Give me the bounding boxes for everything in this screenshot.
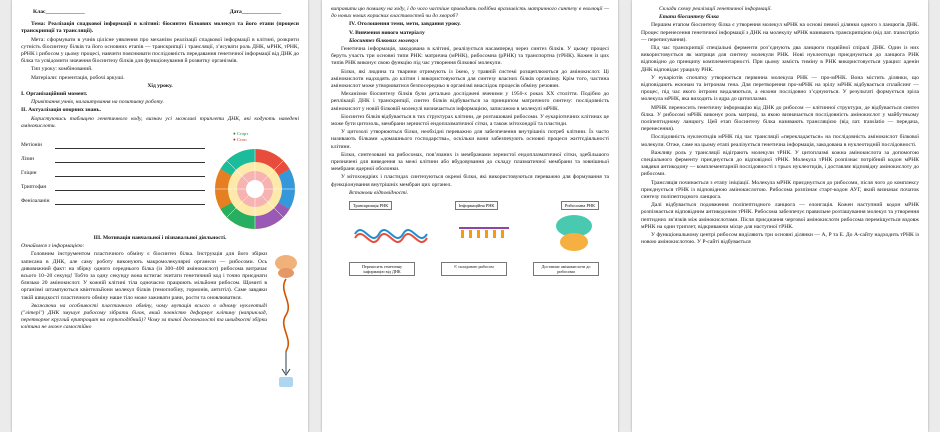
- goal: Мета: сформувати в учнів цілісне уявлення про механізм реалізації спадкової інформації в клітині, розкрити сутність біосинтезу білків та його основних етапів — транскрипції і трансляції, з’ясувати роль ДНК, мРНК, тРНК, рРНК і рибосом у цьому процесі, навчити пояснювати послідовність передавання генетичної інформації від ДНК до білка та усвідомити значення біосинтезу білків для функціонування й розвитку організмів.: [21, 36, 300, 65]
- codon-wheel-icon: [211, 131, 299, 235]
- page3-paragraph-4: МРНК переносить генетичну інформацію від ДНК до рибосом — клітинної структури, де відбувається синтез білка. У рибосомі мРНК виконує роль матриці, за якою визначається послідовність амінокислот у майбутньому поліпептидному ланцюгу. Цей етап біосинтезу білка називають трансляцією (від лат. translatio — передача, перенесення).: [641, 104, 919, 133]
- rna-types-icon: [349, 210, 609, 256]
- matching-task-title: Встанови відповідності.: [349, 189, 409, 196]
- page2-paragraph-1: Генетична інформація, закодована в клітині, реалізується насамперед через синтез білків. У цьому процесі беруть участь три основні типи РНК: матрична (мРНК), рибосомна (рРНК) та транспортна (тРНК). Кожен із цих типів РНК виконує свою функцію під час утворення білкової молекули.: [331, 46, 609, 67]
- field-lysine[interactable]: Лізин: [21, 149, 205, 163]
- lesson-type: Тип уроку: комбінований.: [31, 66, 93, 73]
- page2-intro: виправити цю помилку на ходу, і до чого частіше приводить подібна вразливість матричного синтезу в еволюції — до нових нових корисних властивостей чи до хвороб?: [331, 6, 609, 20]
- diagram-label-2: Інформаційна РНК: [455, 201, 499, 210]
- section-3-paragraph-2: Зважаючи на особливості пластичного обміну, чому мутація всього в одному нуклеотиді ("літері") ДНК змушує рибосому зібрати білок, який повністю деформує клітину (наприклад, перетворює круглий еритроцит на серпоподібний)? Чому за такої досконалості та швидкості збірки клітина не може самостійно: [21, 302, 267, 331]
- section-2-title: ІІ. Актуалізація опорних знань.: [21, 107, 102, 114]
- class-label: Клас______________: [33, 9, 85, 15]
- page3-paragraph-5: Послідовність нуклеотидів мРНК під час трансляції «перекладається» на послідовність амінокислот білкової молекули. Отже, саме на цьому етапі реалізується генетична інформація, закодована в нуклеотидній послідовності.: [641, 134, 919, 148]
- page3-paragraph-7: Трансляція починається з етапу ініціації. Молекула мРНК приєднується до рибосоми, після чого до комплексу приєднується тРНК із відповідною амінокислотою. Рибосома розпізнає старт-кодон АУГ, який визначає початок синтезу поліпептидного ланцюга.: [641, 179, 919, 201]
- section-3-sub: Ознайомся з інформацією:: [21, 243, 85, 250]
- page3-paragraph-8: Далі відбувається подовження поліпептидного ланцюга — елонгація. Кожен наступний кодон мРНК розпізнається відповідним антикодоном тРНК. Рибосома забезпечує правильне розташування молекул та утворення пептидних зв’язків між амінокислотами. Після приєднання чергової амінокислоти рибосома переміщується вздовж мРНК на один триплет, відкриваючи місце для наступної тРНК.: [641, 202, 919, 230]
- page2-paragraph-5: У цитозолі утворюються білки, необхідні переважно для забезпечення внутрішніх потреб клітини. Їх часто називають білками «домашнього господарства», оскільки вони забезпечують основні процеси життєдіяльності клітини.: [331, 129, 609, 150]
- field-glycine[interactable]: Гліцин: [21, 163, 205, 177]
- page3-paragraph-1: Першим етапом біосинтезу білка є утворення молекул мРНК на основі певної ділянки одного з ланцюгів ДНК. Процес перенесення генетичної інформації з ДНК на молекулу мРНК називають транскрипцією (від лат. transcriptio — переписування).: [641, 22, 919, 43]
- page3-subtitle: Етапи біосинтезу білка: [659, 14, 719, 21]
- section-2-text: Користуючись таблицею генетичного коду, визнач усі можливі триплети ДНК, які кодують наведені амінокислоти.: [21, 115, 299, 129]
- field-phenylalanine[interactable]: Фенілаланін: [21, 191, 205, 205]
- header-row: [33, 9, 281, 16]
- answer-fields: [21, 131, 205, 235]
- section-3-title: ІІІ. Мотивація навчальної і пізнавальної діяльності.: [93, 235, 227, 242]
- matching-diagram: [349, 201, 599, 276]
- page2-paragraph-7: У мітохондріях і пластидах синтезуються окремі білки, які використовуються переважно для формування та функціонування внутрішніх мембран цих органел.: [331, 174, 609, 188]
- section-1-text: Привітання учнів, налаштування на позитивну роботу.: [31, 99, 164, 106]
- page-2: [322, 0, 618, 432]
- diagram-answer-2: Є складовою рибосом: [441, 262, 507, 276]
- field-tryptophan[interactable]: Триптофан: [21, 177, 205, 191]
- wheel-legend: ● Старт ● Стоп: [233, 131, 249, 142]
- page2-paragraph-3: Механізми біосинтезу білків були детально досліджені вченими у 1950-х роках XX століття. Подібно до реплікації ДНК і транскрипції, синтез білків відбувається за принципом матричного синтезу: послідовність амінокислот у новій білковій молекулі визначається інформацією, записаною в молекулі мРНК.: [331, 91, 609, 112]
- page3-paragraph-3: У еукаріотів спочатку утворюється первинна молекула РНК — про-мРНК. Вона містить ділянки, що відповідають екзонам та інтронам гена. Для перетворення про-мРНК на зрілу мРНК відбувається сплайсинг — процес, під час якого інтрони видаляються, а екзони послідовно зʼєднуються. У результаті формується зріла молекула мРНК, яка виходить із ядра до цитоплазми.: [641, 74, 919, 103]
- page3-task: Склади схему реалізації генетичної інформації.: [659, 6, 772, 12]
- diagram-label-1: Транскрипція РНК: [349, 201, 392, 210]
- section-5-title: V. Вивчення нового матеріалу: [349, 29, 425, 36]
- diagram-label-3: Рибосомна РНК: [561, 201, 599, 210]
- codon-wheel-image: [211, 131, 299, 235]
- diagram-answer-3: Доставляє амінокислоти до рибосоми: [533, 262, 599, 276]
- section-5-subtitle: Біосинтез білкових молекул: [349, 37, 419, 44]
- page3-paragraph-6: Важливу роль у трансляції відіграють молекули тРНК. У цитоплазмі кожна амінокислота за допомогою спеціального ферменту приєднується до відповідної тРНК. Молекула тРНК розпізнає потрібний кодон мРНК завдяки антикодону — комплементарній послідовності з трьох нуклеотидів, і доставляє відповідну амінокислоту до рибосоми.: [641, 149, 919, 178]
- topic: Тема: Реалізація спадкової інформації в клітині: біосинтез білкових молекул та його етапи (процеси транскрипції та трансляції).: [21, 21, 299, 35]
- ribosome-illustration-icon: [273, 251, 299, 391]
- date-label: Дата______________: [229, 9, 281, 15]
- page3-paragraph-2: Під час транскрипції спеціальні ферменти розʼєднують два ланцюги подвійної спіралі ДНК. Один із них використовується як матриця для синтезу молекули РНК. Нові нуклеотиди приєднуються до ланцюга РНК відповідно до принципу комплементарності. При цьому замість тиміну в РНК використовується урацил: аденін ДНК відповідає урацилу РНК.: [641, 45, 919, 73]
- page-1: [12, 0, 308, 432]
- section-1-title: І. Організаційний момент.: [21, 91, 88, 98]
- section-3-paragraph-1: Головним інструментом пластичного обміну є біосинтез білка. Інструкція для його збірки записана в ДНК, але саму роботу виконують макромолекулярні органели — рибосоми. Ось дивовижний факт: на збірку одного середнього білка (із 300–400 амінокислот) рибосома витрачає всього 10–20 секунд! Тобто за одну секунду вона встигає зчитати генетичний код і точно приєднати близько 20 амінокислот. У кожній клітині тіла одночасно працюють мільйони рибосом. Щомиті в організмі штампуються квінтильйони молекул білків (гемоглобіну, гормонів, антитіл). Саме завдяки такій швидкості пластичного обміну наше тіло може заживати рани, рости та оновлюватися.: [21, 251, 267, 301]
- codon-exercise: [21, 131, 299, 235]
- course-heading: Хід уроку.: [147, 82, 173, 89]
- page2-paragraph-4: Біосинтез білків відбувається в тих структурах клітини, де розташовані рибосоми. У еукаріотичних клітинах це може бути цитозоль, мембрани зернистої ендоплазматичної сітки, а також мітохондрії та пластиди.: [331, 113, 609, 128]
- field-methionine[interactable]: Метіонін: [21, 135, 205, 149]
- materials: Матеріали: презентація, робочі аркуші.: [31, 74, 125, 81]
- page2-paragraph-6: Білки, синтезовані на рибосомах, пов’язаних із мембранами зернистої ендоплазматичної сітки, здебільшого призначені для виведення за межі клітини або вбудовування до складу плазматичної мембрани та зовнішньої мембрани ядерної оболонки.: [331, 151, 609, 173]
- section-4-title: IV. Оголошення теми, мети, завдання уроку.: [349, 21, 461, 28]
- page3-paragraph-9: У функціональному центрі рибосом виділяють три основні ділянки — А, Р та Е. До А-сайту надходить тРНК із новою амінокислотою. У Р-сайті відбувається: [641, 232, 919, 246]
- page2-paragraph-2: Білки, які людина та тварини отримують із їжею, у травній системі розщеплюються до амінокислот. Ці амінокислоти надходять до клітин і використовуються для синтезу власних білків організму. Крім того, частина амінокислот може утворюватися безпосередньо в організмі внаслідок процесів обміну речовин.: [331, 68, 609, 90]
- diagram-answer-1: Переносить генетичну інформацію від ДНК: [349, 262, 415, 276]
- page-3: [632, 0, 928, 432]
